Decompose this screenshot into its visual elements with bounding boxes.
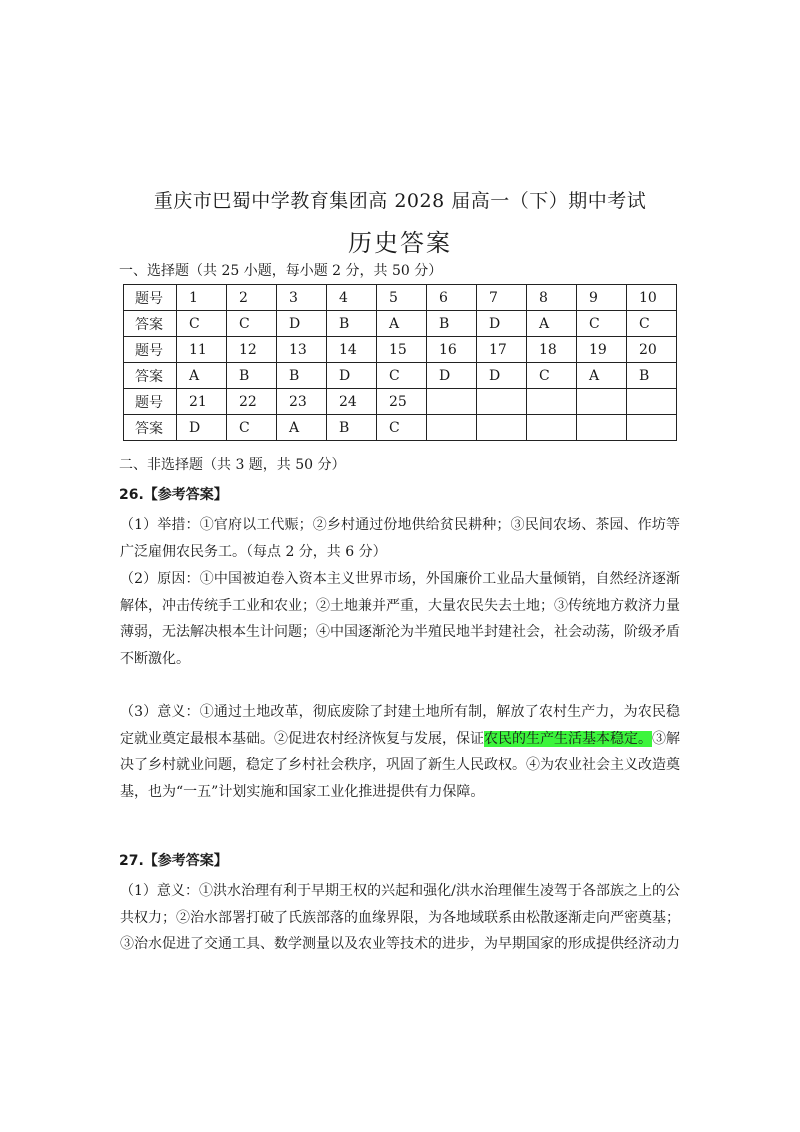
table-cell: 22: [227, 389, 277, 415]
table-cell: [577, 389, 627, 415]
table-row-head: 题号: [124, 285, 177, 311]
page-subtitle: 历史答案: [348, 229, 452, 257]
table-cell: B: [427, 311, 477, 337]
table-row: [124, 415, 677, 441]
table-cell: A: [527, 311, 577, 337]
table-cell: 5: [377, 285, 427, 311]
table-row-head: 答案: [124, 363, 177, 389]
table-row: [124, 311, 677, 337]
table-cell: A: [377, 311, 427, 337]
table-row: [124, 337, 677, 363]
q27-answer-part1: （1）意义：①洪水治理有利于早期王权的兴起和强化/洪水治理催生凌驾于各部族之上的公共权力；②治水部署打破了氏族部落的血缘界限，为各地域联系由松散逐渐走向严密奠基；③治水促进了交通工具、数学测量以及农业等技术的进步，为早期国家的形成提供经济动力: [120, 883, 680, 952]
table-cell: [477, 415, 527, 441]
table-cell: 10: [627, 285, 677, 311]
table-cell: B: [327, 311, 377, 337]
table-cell: D: [177, 415, 227, 441]
q26-answer-part1: （1）举措：①官府以工代赈；②乡村通过份地供给贫民耕种；③民间农场、茶园、作坊等广泛雇佣农民务工。（每点 2 分，共 6 分）: [120, 517, 680, 560]
table-cell: 11: [177, 337, 227, 363]
table-row: [124, 285, 677, 311]
table-cell: 19: [577, 337, 627, 363]
q26-answer-part3: [120, 699, 680, 805]
table-cell: [527, 389, 577, 415]
table-cell: 7: [477, 285, 527, 311]
table-cell: D: [327, 363, 377, 389]
table-row-head: 题号: [124, 389, 177, 415]
table-cell: [427, 389, 477, 415]
table-cell: [527, 415, 577, 441]
table-cell: C: [377, 415, 427, 441]
table-cell: A: [177, 363, 227, 389]
table-cell: 21: [177, 389, 227, 415]
highlighted-text: 农民的生产生活基本稳定。: [484, 730, 652, 747]
table-cell: A: [277, 415, 327, 441]
table-cell: C: [377, 363, 427, 389]
section-heading-choice: 一、选择题（共 25 小题，每小题 2 分，共 50 分）: [119, 263, 443, 279]
q26-answer-part2: （2）原因：①中国被迫卷入资本主义世界市场，外国廉价工业品大量倾销，自然经济逐渐解体，冲击传统手工业和农业；②土地兼并严重，大量农民失去土地；③传统地方救济力量薄弱，无法解决根本生计问题；④中国逐渐沦为半殖民地半封建社会，社会动荡，阶级矛盾不断激化。: [120, 571, 680, 667]
table-cell: 2: [227, 285, 277, 311]
table-cell: A: [577, 363, 627, 389]
table-cell: 25: [377, 389, 427, 415]
q26-part3-text-cont: ③解决了乡村就业问题，稳定了乡村社会秩序，巩固了新生人民政权。④为农业社会主义改造奠基，也为“一五”计划实施和国家工业化推进提供有力保障。: [120, 730, 680, 800]
table-cell: 12: [227, 337, 277, 363]
table-cell: 24: [327, 389, 377, 415]
q26-part3-text: （3）意义：①通过土地改革，彻底废除了封建土地所有制，解放了农村生产力，为农民稳定就业奠定最根本基础。②促进农村经济恢复与发展，保证: [120, 704, 680, 747]
table-cell: 8: [527, 285, 577, 311]
table-row-head: 题号: [124, 337, 177, 363]
page-title: 重庆市巴蜀中学教育集团高 2028 届高一（下）期中考试: [153, 190, 647, 212]
table-cell: C: [227, 311, 277, 337]
table-cell: 4: [327, 285, 377, 311]
table-cell: [627, 415, 677, 441]
table-cell: D: [477, 363, 527, 389]
table-cell: 18: [527, 337, 577, 363]
table-cell: 20: [627, 337, 677, 363]
table-cell: C: [577, 311, 627, 337]
table-cell: [427, 415, 477, 441]
table-cell: 6: [427, 285, 477, 311]
question-26-heading: 26.【参考答案】: [119, 487, 228, 503]
table-cell: 9: [577, 285, 627, 311]
table-cell: 17: [477, 337, 527, 363]
table-cell: 3: [277, 285, 327, 311]
section-heading-nonchoice: 二、非选择题（共 3 题，共 50 分）: [119, 457, 346, 473]
table-row-head: 答案: [124, 311, 177, 337]
table-cell: B: [627, 363, 677, 389]
table-cell: 15: [377, 337, 427, 363]
table-cell: 16: [427, 337, 477, 363]
table-cell: D: [477, 311, 527, 337]
table-cell: D: [277, 311, 327, 337]
table-cell: [477, 389, 527, 415]
table-cell: 14: [327, 337, 377, 363]
table-cell: C: [227, 415, 277, 441]
table-cell: C: [177, 311, 227, 337]
table-row: [124, 389, 677, 415]
table-cell: B: [227, 363, 277, 389]
table-cell: [627, 389, 677, 415]
table-cell: 1: [177, 285, 227, 311]
table-cell: 23: [277, 389, 327, 415]
question-27-heading: 27.【参考答案】: [119, 853, 228, 869]
table-cell: B: [277, 363, 327, 389]
table-cell: C: [627, 311, 677, 337]
table-cell: 13: [277, 337, 327, 363]
table-row-head: 答案: [124, 415, 177, 441]
table-cell: D: [427, 363, 477, 389]
answer-table: [123, 284, 677, 441]
table-cell: B: [327, 415, 377, 441]
table-cell: [577, 415, 627, 441]
table-row: [124, 363, 677, 389]
table-cell: C: [527, 363, 577, 389]
